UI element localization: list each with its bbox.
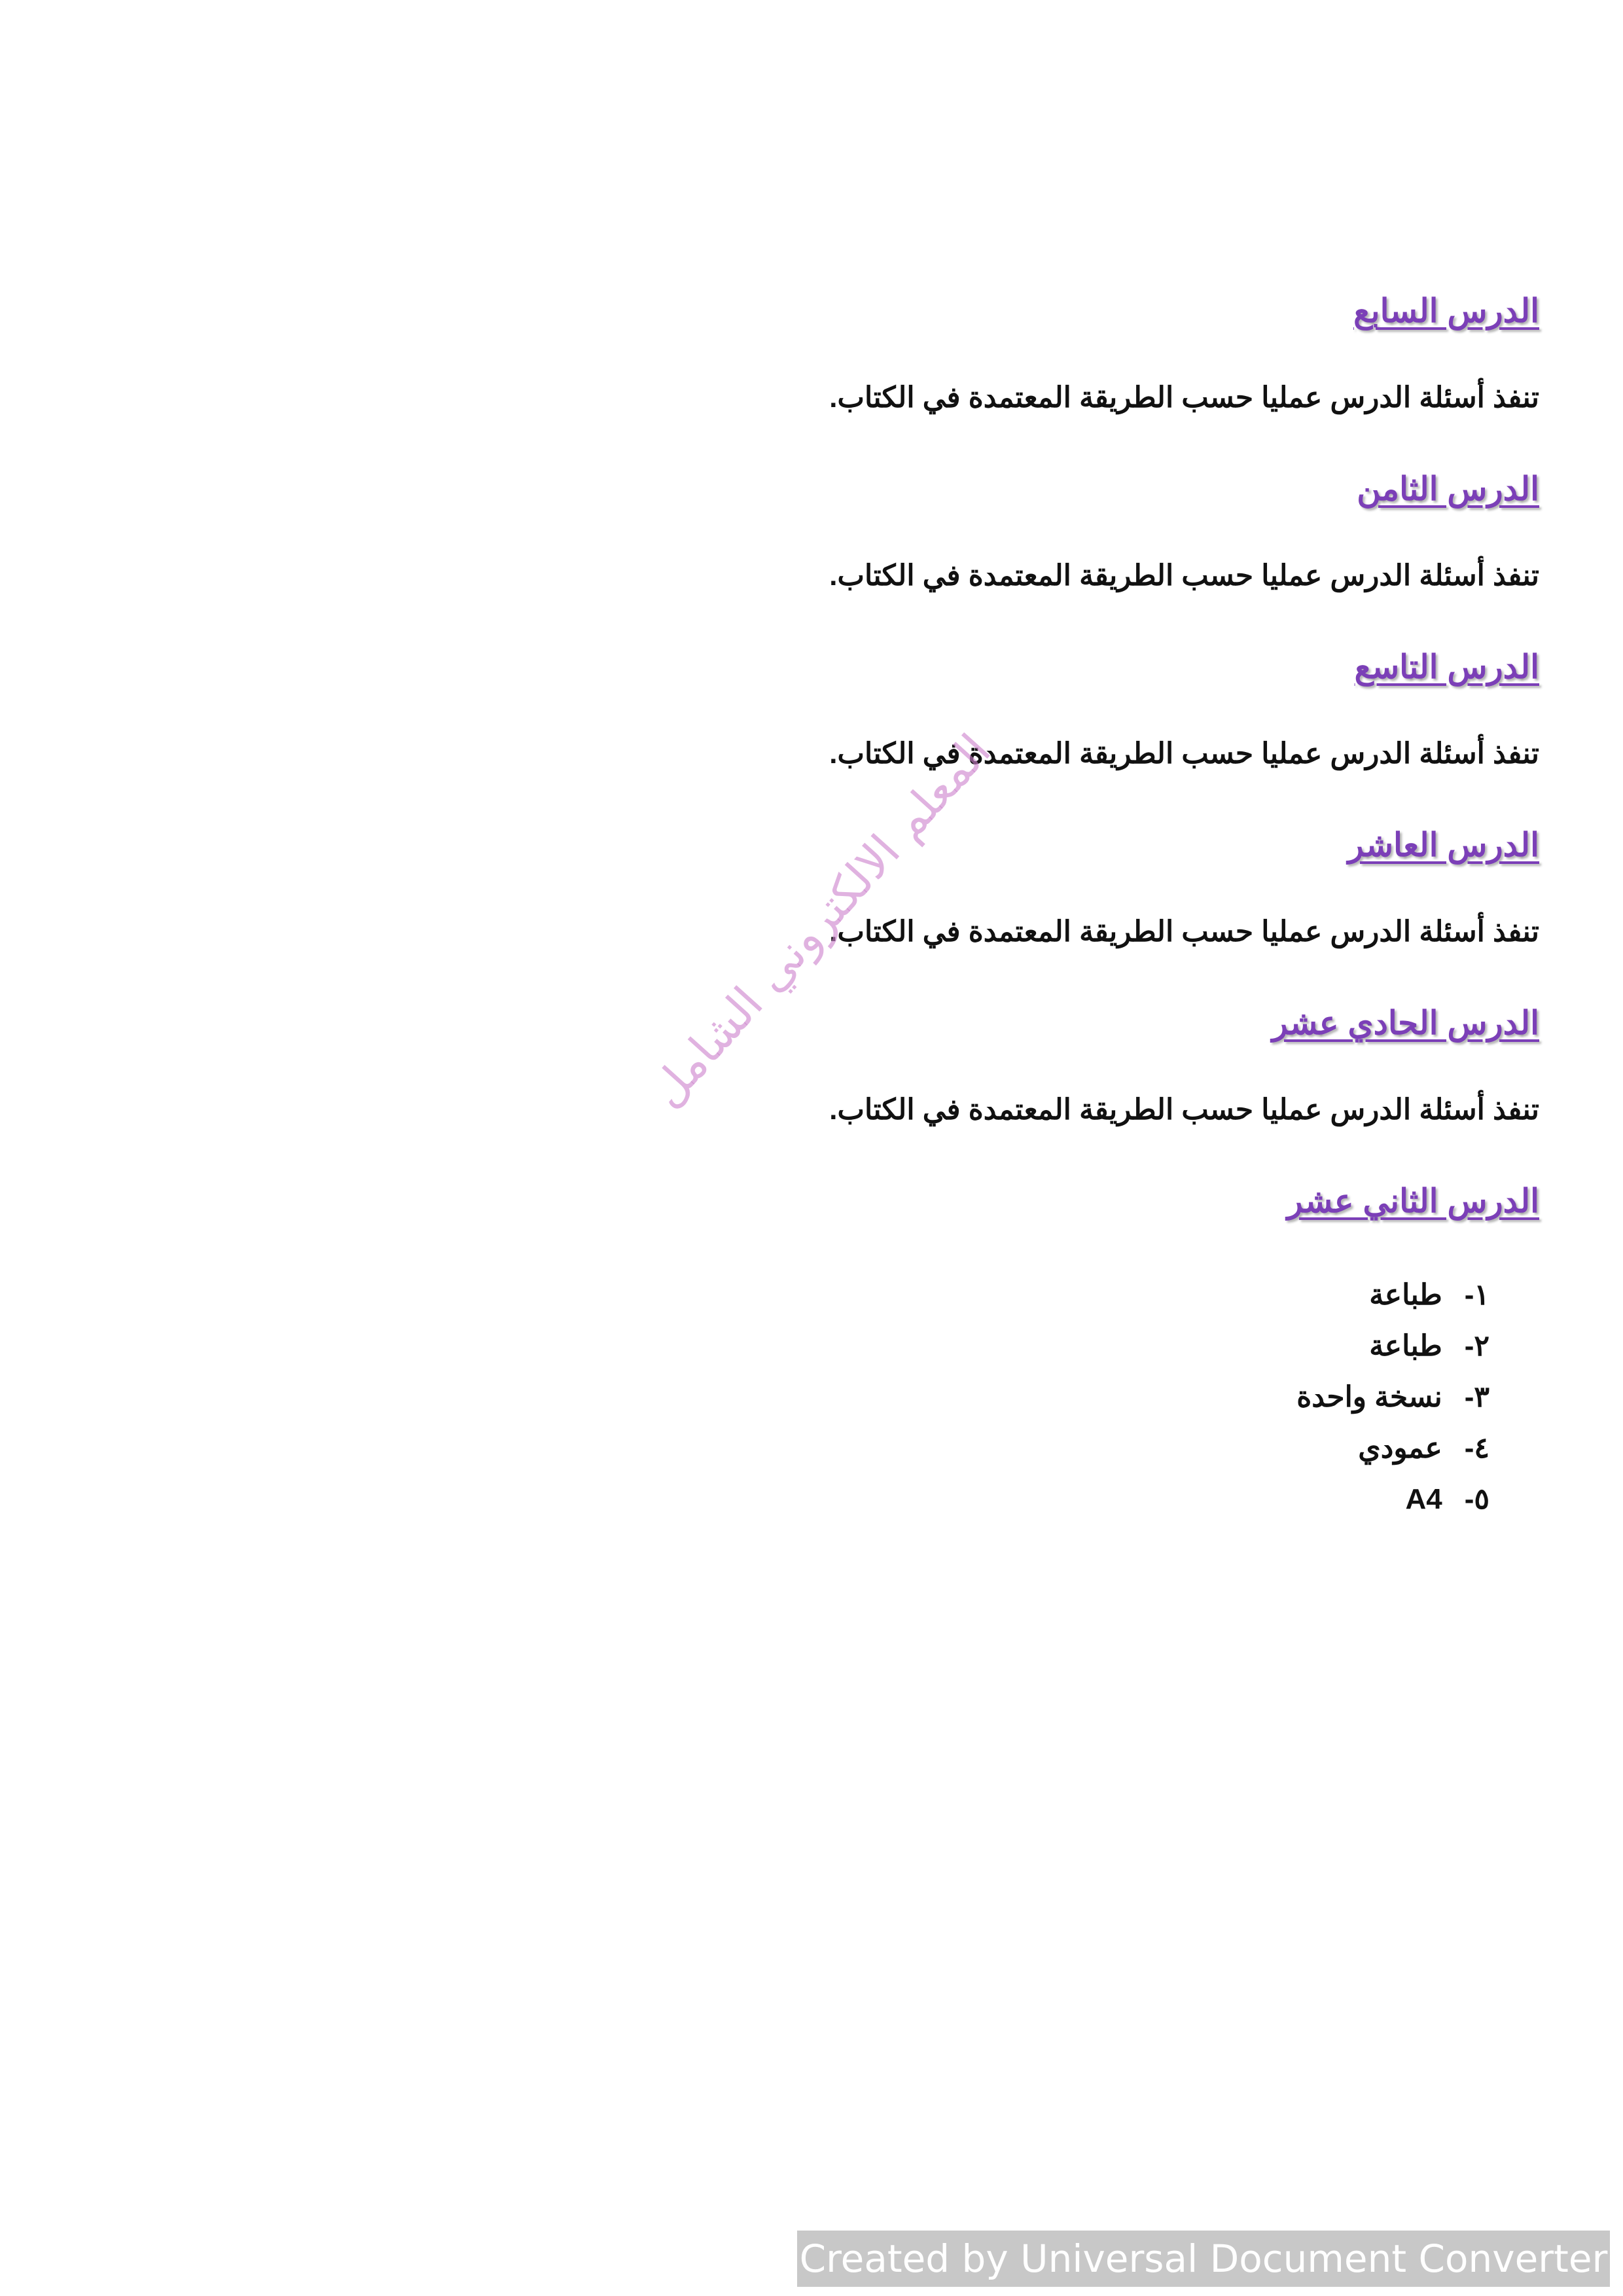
answer-number: ٣-	[1464, 1381, 1489, 1413]
lesson-12-title: الدرس الثاني عشر	[1287, 1183, 1539, 1219]
converter-stamp: Created by Universal Document Converter	[797, 2231, 1610, 2287]
watermark-text: المعلم الالكتروني الشامل	[639, 724, 1001, 1118]
lesson-11-instructions: تنفذ أسئلة الدرس عمليا حسب الطريقة المعتمدة في الكتاب.	[829, 1094, 1539, 1126]
answer-text: طباعة	[1369, 1330, 1442, 1362]
lesson-heading-row	[688, 994, 1539, 1052]
answer-item	[688, 1270, 1489, 1321]
lesson-7-instructions: تنفذ أسئلة الدرس عمليا حسب الطريقة المعتمدة في الكتاب.	[829, 382, 1539, 414]
lesson-heading-row	[688, 459, 1539, 518]
answer-text: نسخة واحدة	[1296, 1381, 1442, 1413]
answer-text: طباعة	[1369, 1279, 1442, 1311]
lesson-12-answer-list	[688, 1270, 1539, 1525]
lesson-10-instructions: تنفذ أسئلة الدرس عمليا حسب الطريقة المعتمدة في الكتاب.	[829, 916, 1539, 948]
answer-text: A4	[1405, 1483, 1442, 1515]
lesson-heading-row	[688, 1172, 1539, 1230]
lesson-8-instructions: تنفذ أسئلة الدرس عمليا حسب الطريقة المعتمدة في الكتاب.	[829, 560, 1539, 592]
answer-number: ٤-	[1464, 1432, 1489, 1464]
lesson-7-title: الدرس السابع	[1353, 293, 1539, 329]
answer-number: ٥-	[1464, 1483, 1489, 1515]
answer-number: ١-	[1464, 1279, 1489, 1311]
answer-item	[688, 1372, 1489, 1423]
lesson-10-title: الدرس العاشر	[1347, 827, 1539, 863]
answer-item	[688, 1474, 1489, 1525]
lesson-8-title: الدرس الثامن	[1357, 471, 1539, 507]
lesson-9-instructions: تنفذ أسئلة الدرس عمليا حسب الطريقة المعتمدة في الكتاب.	[829, 738, 1539, 770]
answer-text: عمودي	[1358, 1432, 1442, 1464]
lesson-9-title: الدرس التاسع	[1354, 649, 1539, 685]
answer-number: ٢-	[1464, 1330, 1489, 1362]
lesson-heading-row	[688, 281, 1539, 340]
answer-item	[688, 1321, 1489, 1372]
lesson-heading-row	[688, 816, 1539, 874]
lesson-11-title: الدرس الحادي عشر	[1272, 1005, 1539, 1041]
answer-item	[688, 1423, 1489, 1474]
lesson-heading-row	[688, 637, 1539, 696]
